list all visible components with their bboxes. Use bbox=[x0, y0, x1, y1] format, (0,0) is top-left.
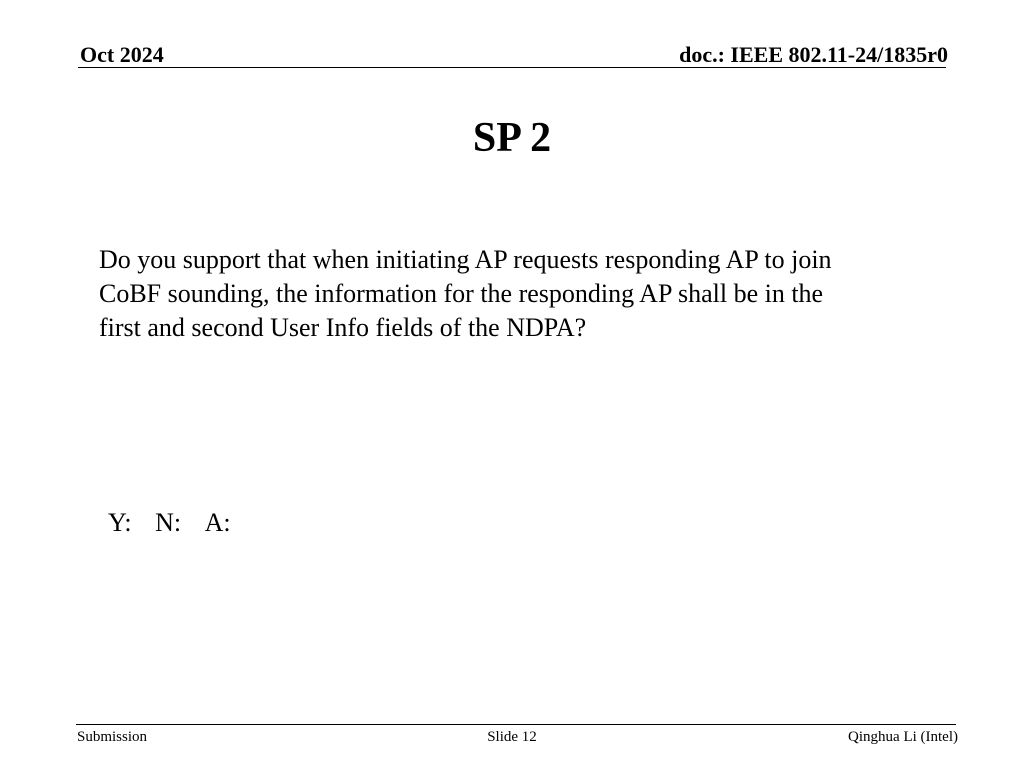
footer-submission: Submission bbox=[77, 729, 148, 745]
question-line: Do you support that when initiating AP requests responding AP to join bbox=[99, 245, 832, 274]
footer-divider bbox=[76, 724, 956, 725]
vote-tally-row bbox=[108, 506, 248, 540]
header-divider bbox=[78, 67, 946, 68]
footer-author: Qinghua Li (Intel) bbox=[848, 729, 958, 745]
header-date: Oct 2024 bbox=[80, 42, 164, 67]
vote-abstain-label: A: bbox=[204, 508, 231, 537]
question-line: CoBF sounding, the information for the responding AP shall be in the bbox=[99, 279, 824, 308]
question-line: first and second User Info fields of the NDPA? bbox=[99, 313, 587, 342]
slide-title: SP 2 bbox=[472, 115, 552, 161]
header-document-id: doc.: IEEE 802.11-24/1835r0 bbox=[679, 42, 948, 67]
straw-poll-question bbox=[99, 243, 929, 345]
vote-yes-label: Y: bbox=[108, 508, 132, 537]
vote-no-label: N: bbox=[155, 508, 182, 537]
footer-slide-number: Slide 12 bbox=[487, 729, 537, 745]
